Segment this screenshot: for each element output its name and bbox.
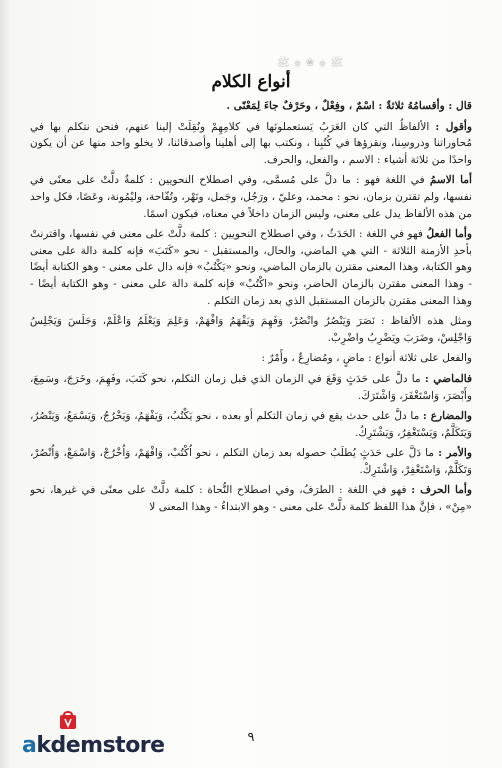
paragraph-lead: قال : وأقسامُهُ ثلاثةٌ : اسْمٌ ، وفِعْلٌ ، وحَرْفٌ جاءَ لِمَعْنًى . bbox=[226, 100, 472, 112]
header-ornament: ﷺ ۞ ❀ ۞ ﷺ bbox=[276, 56, 344, 69]
paragraph-lead: والأمر : bbox=[438, 447, 472, 460]
paragraph-lead: وأما الحرف : bbox=[411, 484, 472, 497]
paragraph bbox=[30, 482, 472, 515]
paragraph bbox=[30, 445, 472, 478]
paragraph-text: ما دَلَّ على حَدَثٍ يُطلَبُ حصوله بعد زمان التكلم ، نحو اُكْتُبْ، وَافْهَمْ، وَاُخْرُجْ، وَاسْمَعْ، وَاُنْصُرْ، وَتَكَلَّمْ، وَاسْتَغْفِرْ، وَاشْتَرِكْ. bbox=[30, 447, 472, 476]
page-gutter-shadow bbox=[0, 0, 10, 768]
paragraph-text: ومثل هذه الألفاظ : نَصَرَ وَيَنْصُرُ وانْصُرْ، وَفَهِمَ وَيَفْهَمُ وَافْهَمْ، وَعَلِمَ وَيَعْلَمُ وَاعْلَمْ، وَجَلَسَ وَيَجْلِسُ وَاجْلِسْ، وضَرَبَ ويَضْرِبُ واضْرِبْ. bbox=[30, 315, 472, 344]
paragraph-quote bbox=[30, 98, 472, 115]
paragraph bbox=[30, 172, 472, 222]
paragraph bbox=[30, 350, 472, 367]
paragraph-lead: وأما الفعلُ bbox=[426, 228, 472, 241]
paragraph-lead: والمضارع : bbox=[422, 410, 472, 423]
book-bag-icon bbox=[57, 709, 79, 731]
paragraph bbox=[30, 226, 472, 309]
paragraph-text: الألفاظُ التي كان العَرَبُ يَستعملونَها في كلامِهِمْ ونُقِلَتْ إلينا عنهم، فنحن نتكلم بها في مُحاوراتنا ودروسِنا، ونقرؤها في كُتُبِنا ، ونكتب بها إلى أهلينا وأصدقائنا، لا يخلو واحد منها عن أن يكون واحدًا من ثلاثة أشياء : الاسم ، والفعل، والحرف. bbox=[30, 120, 472, 166]
paragraph bbox=[30, 408, 472, 441]
paragraph bbox=[30, 371, 472, 404]
paragraph-lead: فالماضي : bbox=[424, 372, 472, 385]
paragraph-text: في اللغة فهو : ما دلَّ على مُسمَّى، وفي اصطلاح النحويين : كلمةٌ دلَّتْ على معنًى في نفسها، ولم تقترن بزمان، نحو : محمد، وعليّ ، ورَجُل، وجَمل، ونَهْر، وتُفّاحة، وليْمُونة، وعَصًا، فكل واحد من هذه الألفاظ يدل على معنى، وليس الزمان داخلاً في معناه، فيكون اسمًا. bbox=[30, 174, 472, 220]
paragraph-lead: وأقول : bbox=[435, 120, 472, 133]
page-body bbox=[30, 98, 472, 718]
paragraph bbox=[30, 313, 472, 346]
paragraph-text: ما دلَّ على حَدَثٍ وَقَعَ في الزمان الذي قبل زمان التكلم، نحو كَتَبَ، وفَهِمَ، وخَرَجَ، وسَمِعَ، وأَبْصَرَ، وَاسْتَغْفَرَ، وَاشْتَرَكَ. bbox=[30, 372, 472, 402]
paragraph bbox=[30, 119, 472, 169]
paragraph-text: ما دلَّ على حدث يقع في زمان التكلم أو بعده ، نحو يَكْتُبُ، وَيَفْهَمُ، وَيَخْرُجُ، وَيَسْمَعُ، وَيَنْصُرُ، وَيَتَكَلَّمُ، وَيَسْتَغْفِرُ، وَيَشْتَرِكُ. bbox=[30, 410, 472, 439]
paragraph-lead: أما الاسمُ bbox=[429, 174, 472, 187]
page-number: ٩ bbox=[247, 730, 255, 745]
store-logo bbox=[22, 709, 172, 759]
paragraph-text: فهو في اللغة : الحَدَثُ ، وفي اصطلاح النحويين : كلمة دلَّتْ على معنى في نفسها، واقترنتْ بأحدِ الأزمنة الثلاثة - التي هي الماضي، والحال، والمستقبل - نحو «كَتَبَ» فإنه كلمة دالة على معنى وهو الكتابة، وهذا المعنى مقترن بالزمان الماضي، ونحو «يَكْتُبُ» فإنه دال على معنى - وهو الكتابة أيضًا - وهذا المعنى مقترن بالزمان الحاضر، ونحو «اكْتُبْ» فإنه كلمة دالة على معنى - وهو الكتابة أيضًا - وهذا المعنى مقترن بالزمان المستقبل الذي بعد زمان التكلم . bbox=[30, 228, 472, 307]
paragraph-text: والفعل على ثلاثة أنواع : ماضٍ ، ومُضارِعٌ ، وأَمْرٌ : bbox=[261, 352, 472, 365]
logo-wordmark: akdemstore bbox=[22, 733, 165, 758]
page-title: أنواع الكلام bbox=[211, 72, 291, 92]
paragraph-text: فهو في اللغة : الطرَفُ، وفي اصطلاح النُّحاة : كلمة دلَّتْ على معنًى في غيرها، نحو «مِنْ» ، فإنَّ هذا اللفظ كلمة دلَّتْ على معنى - وهو الابتداءُ - وهذا المعنى لا bbox=[30, 484, 472, 514]
